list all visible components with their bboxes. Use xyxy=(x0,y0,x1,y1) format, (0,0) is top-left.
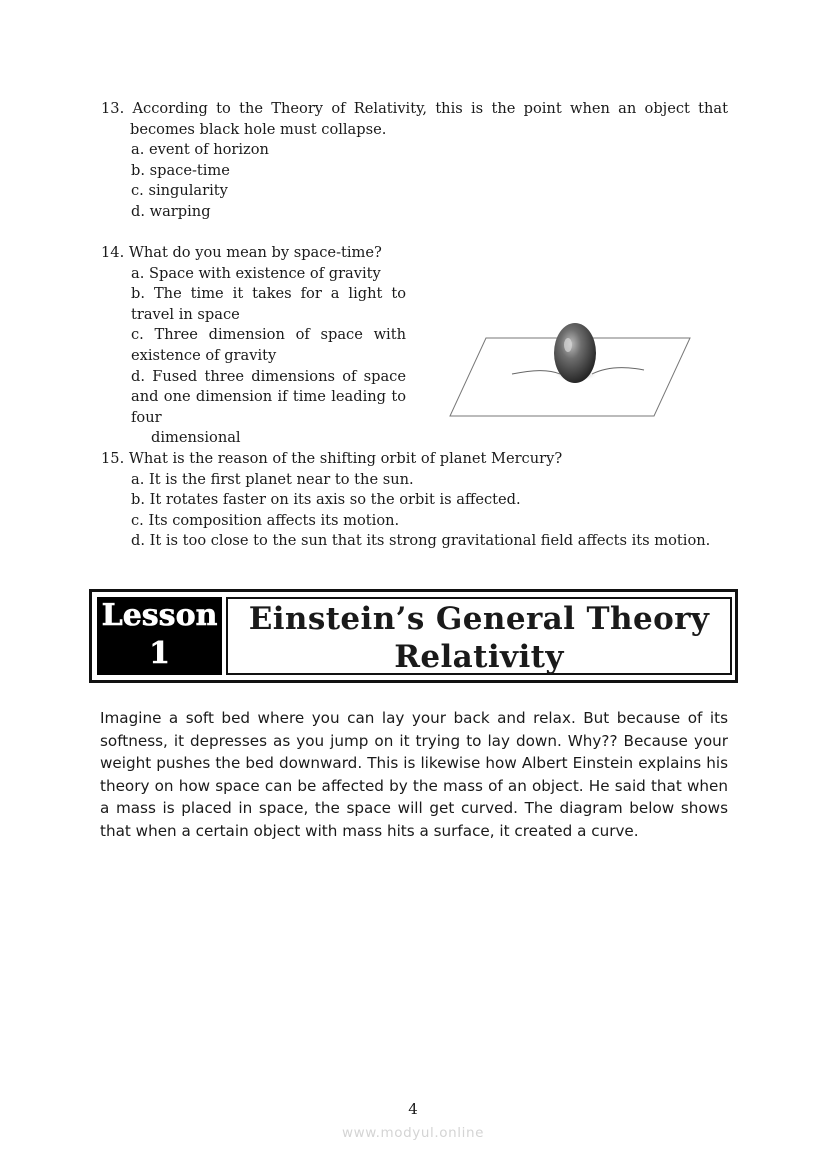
ball-highlight xyxy=(564,338,572,352)
answer-option-continuation: dimensional xyxy=(151,429,241,447)
lesson-word: Lesson xyxy=(101,598,218,633)
answer-option: d. Fused three dimensions of space and one dimension if time leading to four xyxy=(131,367,406,426)
answer-option: c. Its composition affects its motion. xyxy=(131,511,400,529)
intro-paragraph: Imagine a soft bed where you can lay your back and relax. But because of its softness, it depresses as you jump on it trying to lay down. Why?? Because your weight pushes the bed downward. This is likewise how Albert Einstein explains his theory on how space can be affected by the mass of an object. He said that when a mass is placed in space, the space will get curved. The diagram below shows that when a certain object with mass hits a surface, it created a curve. xyxy=(100,709,728,840)
question-stem: 15. What is the reason of the shifting orbit of planet Mercury? xyxy=(101,450,563,467)
answer-option: a. event of horizon xyxy=(131,141,269,159)
question-stem: 13. According to the Theory of Relativity, this is the point when an object that becomes black hole must collapse. xyxy=(101,100,728,138)
answer-option: b. It rotates faster on its axis so the orbit is affected. xyxy=(131,491,521,509)
question-stem: 14. What do you mean by space-time? xyxy=(101,244,382,261)
lesson-label xyxy=(97,597,222,675)
answer-option: b. The time it takes for a light to travel in space xyxy=(131,285,406,323)
mass-ball xyxy=(554,323,596,383)
lesson-title-line-2: Relativity xyxy=(394,639,564,675)
answer-option: b. space-time xyxy=(131,161,230,179)
answer-option: d. warping xyxy=(131,202,211,220)
question-13 xyxy=(101,99,728,223)
lesson-number: 1 xyxy=(149,636,170,671)
answer-option: c. Three dimension of space with existence of gravity xyxy=(131,326,406,364)
answer-option: a. It is the first planet near to the sun. xyxy=(131,470,414,488)
question-15 xyxy=(101,449,728,552)
answer-option: c. singularity xyxy=(131,182,228,200)
lesson-title xyxy=(226,597,732,675)
page-number: 4 xyxy=(408,1100,418,1118)
lesson-banner xyxy=(89,589,738,683)
watermark: www.modyul.online xyxy=(341,1125,485,1141)
answer-option: a. Space with existence of gravity xyxy=(131,264,381,282)
answer-option: d. It is too close to the sun that its strong gravitational field affects its motion. xyxy=(131,532,711,550)
lesson-title-line-1: Einstein’s General Theory xyxy=(248,601,710,637)
spacetime-curvature-figure xyxy=(448,318,694,422)
